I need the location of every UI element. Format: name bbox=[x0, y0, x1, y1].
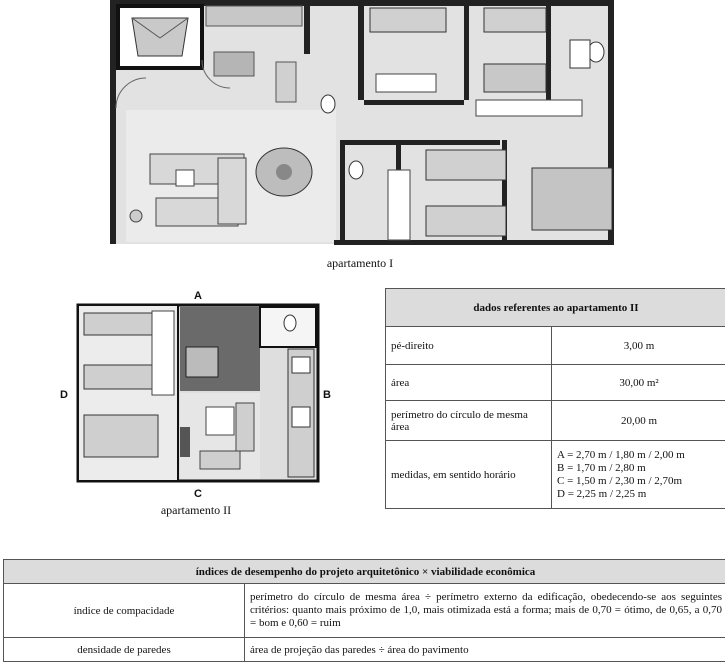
row-value: área de projeção das paredes ÷ área do pavimento bbox=[245, 638, 725, 662]
table-row bbox=[386, 365, 725, 401]
side-label-c: C bbox=[194, 488, 202, 500]
row-label: perímetro do círculo de mesma área bbox=[386, 401, 552, 441]
side-label-d: D bbox=[60, 389, 68, 401]
apartment-2-caption: apartamento II bbox=[136, 503, 256, 518]
table-header: índices de desempenho do projeto arquitetônico × viabilidade econômica bbox=[4, 560, 725, 584]
measure-c: C = 1,50 m / 2,30 m / 2,70m bbox=[557, 475, 721, 488]
table-header: dados referentes ao apartamento II bbox=[386, 289, 725, 327]
table-row bbox=[386, 327, 725, 365]
row-value: 30,00 m² bbox=[552, 365, 725, 401]
measure-a: A = 2,70 m / 1,80 m / 2,00 m bbox=[557, 449, 721, 462]
apartment-2-floor-plan bbox=[76, 303, 320, 483]
measure-b: B = 1,70 m / 2,80 m bbox=[557, 462, 721, 475]
row-label: pé-direito bbox=[386, 327, 552, 365]
row-value: perímetro do círculo de mesma área ÷ perímetro externo da edificação, obedecendo-se aos seguintes critérios: quanto mais próximo de 1,0, mais otimizada está a forma; mais de 0,70 = ótimo, de 0,65, a 0,70 = bom e 0,60 = ruim bbox=[245, 584, 725, 638]
row-label: medidas, em sentido horário bbox=[386, 441, 552, 509]
side-label-a: A bbox=[194, 290, 202, 302]
apartment-2-data-table bbox=[385, 288, 725, 509]
measure-d: D = 2,25 m / 2,25 m bbox=[557, 488, 721, 501]
apartment-1-floor-plan bbox=[106, 0, 618, 248]
row-label: índice de compacidade bbox=[4, 584, 245, 638]
row-label: densidade de paredes bbox=[4, 638, 245, 662]
row-value: 3,00 m bbox=[552, 327, 725, 365]
table-row bbox=[386, 401, 725, 441]
row-label: área bbox=[386, 365, 552, 401]
row-value: 20,00 m bbox=[552, 401, 725, 441]
side-label-b: B bbox=[323, 389, 331, 401]
row-value-list bbox=[552, 441, 725, 509]
apartment-1-caption: apartamento I bbox=[300, 256, 420, 271]
performance-indices-table bbox=[3, 559, 725, 662]
table-row bbox=[386, 441, 725, 509]
table-row bbox=[4, 584, 725, 638]
